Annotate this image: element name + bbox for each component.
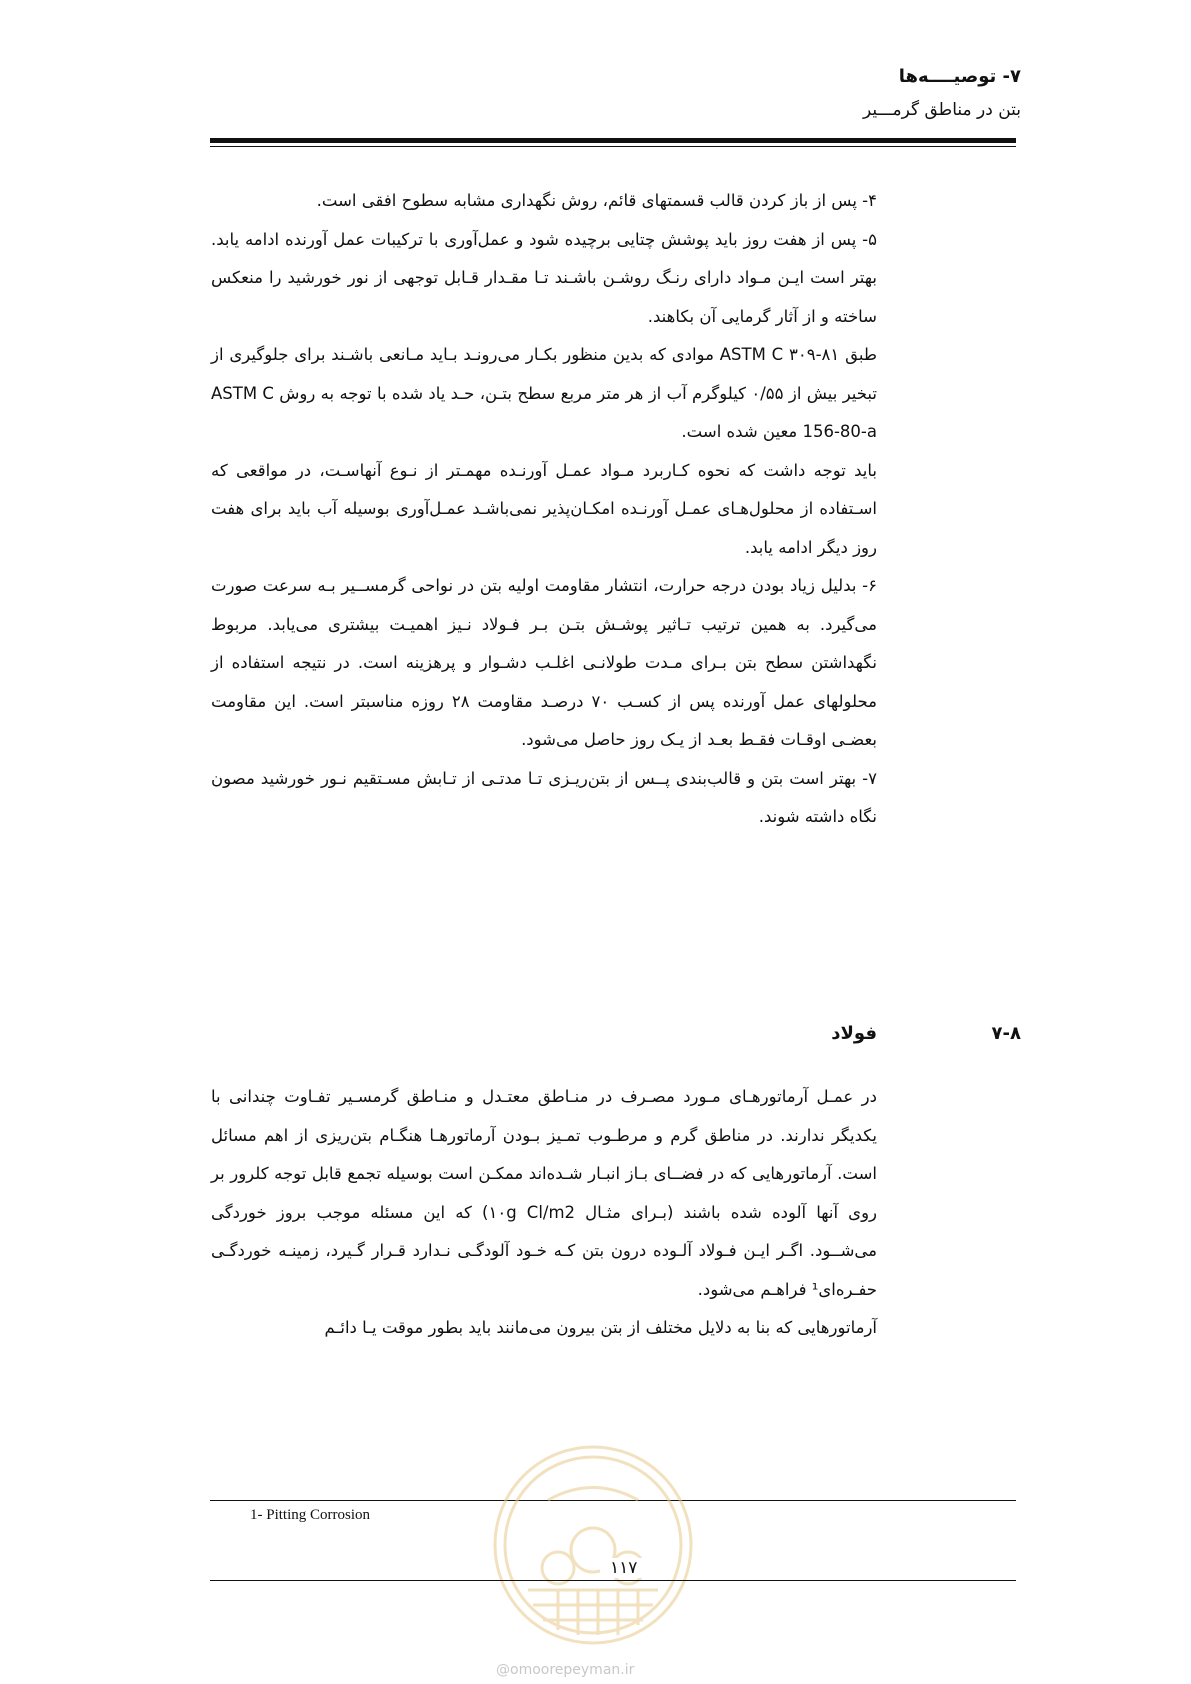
footnote: 1- Pitting Corrosion <box>250 1507 371 1523</box>
watermark-site: @omoorepeyman.ir <box>496 1662 635 1678</box>
section-title: فولاد <box>831 1023 877 1044</box>
paragraph: ۷- بهتر است بتن و قالب‌بندی پــس از بتن‌ریـزی تـا مدتـی از تـابش مسـتقیم نـور خورشید مصون نگاه داشته شوند. <box>211 768 877 826</box>
paragraph: در عمـل آرماتورهـای مـورد مصـرف در منـاطق معتـدل و منـاطق گرمسـیر تفـاوت چندانی با یکدیگر ندارند. در مناطق گرم و مرطـوب تمـیز بـودن آرماتورهـا هنگـام بتن‌ریزی از اهم مسائل است. آرماتورهایی که در فضــای بـاز انبـار شـده‌اند ممکـن است بوسیله تجمع قابل توجه کلرور بر روی آنها آلوده شده باشند (بـرای مثـال ۱۰g Cl/m2) که این مسئله موجب بروز خوردگی می‌شــود. اگـر ایـن فـولاد آلـوده درون بتن کـه خـود آلودگـی نـدارد قـرار گـیرد، زمینـه خوردگـی حفـره‌ای¹ فراهـم می‌شود. <box>211 1087 878 1299</box>
watermark-seal-icon <box>488 1440 698 1650</box>
paragraph: آرماتورهایی که بنا به دلایل مختلف از بتن بیرون می‌مانند باید بطور موقت یـا دائـم <box>324 1318 877 1337</box>
page-bottom-rule <box>210 1580 1016 1581</box>
body-text-block-2 <box>211 1078 877 1348</box>
book-title: بتن در مناطق گرمـــیر <box>863 100 1021 120</box>
page-number: ۱۱۷ <box>600 1558 647 1578</box>
header-rule-thin <box>210 146 1016 147</box>
chapter-heading: ۷- توصیــــه‌ها <box>898 66 1021 87</box>
section-number: ۷-۸ <box>991 1023 1021 1044</box>
header-rule-thick <box>210 138 1016 143</box>
paragraph: باید توجه داشت که نحوه کـاربرد مـواد عمـل آورنـده مهمـتر از نـوع آنهاسـت، در مواقعی که اسـتفاده از محلول‌هـای عمـل آورنـده امکـان‌پذیر نمی‌باشـد عمـل‌آوری بوسیله آب باید برای هفت روز دیگر ادامه یابد. <box>211 460 877 557</box>
paragraph: ۴- پس از باز کردن قالب قسمتهای قائم، روش نگهداری مشابه سطوح افقی است. <box>316 191 877 210</box>
body-text-block-1 <box>211 182 877 837</box>
paragraph: ۵- پس از هفت روز باید پوشش چتایی برچیده شود و عمل‌آوری با ترکیبات عمل آورنده ادامه یابد. بهتر است ایـن مـواد دارای رنـگ روشـن باشـند تـا مقـدار قـابل توجهی از نور خورشید را منعکس ساخته و از آثار گرمایی آن بکاهند. <box>211 229 877 326</box>
paragraph: ۶- بدلیل زیاد بودن درجه حرارت، انتشار مقاومت اولیه بتن در نواحی گرمســیر بـه سرعت صورت می‌گیرد. به همین ترتیب تـاثیر پوشـش بتـن بـر فـولاد نـیز اهمیـت بیشتری می‌یابد. مربوط نگهداشتن سطح بتن بـرای مـدت طولانـی اغلـب دشـوار و پرهزینه است. در نتیجه استفاده از محلولهای عمل آورنده پس از کسـب ۷۰ درصـد مقاومت ۲۸ روزه مناسبتر است. این مقاومت بعضـی اوقـات فقـط بعـد از یـک روز حاصل می‌شود. <box>211 576 878 749</box>
paragraph: طبق ASTM C ۳۰۹-۸۱ موادی که بدین منظور بکـار می‌رونـد بـاید مـانعی باشـند برای جلوگیری از تبخیر بیش از ۰/۵۵ کیلوگرم آب از هر متر مربع سطح بتـن، حـد یاد شده با توجه به روش ASTM C 156-80-a معین شده است. <box>211 345 877 441</box>
